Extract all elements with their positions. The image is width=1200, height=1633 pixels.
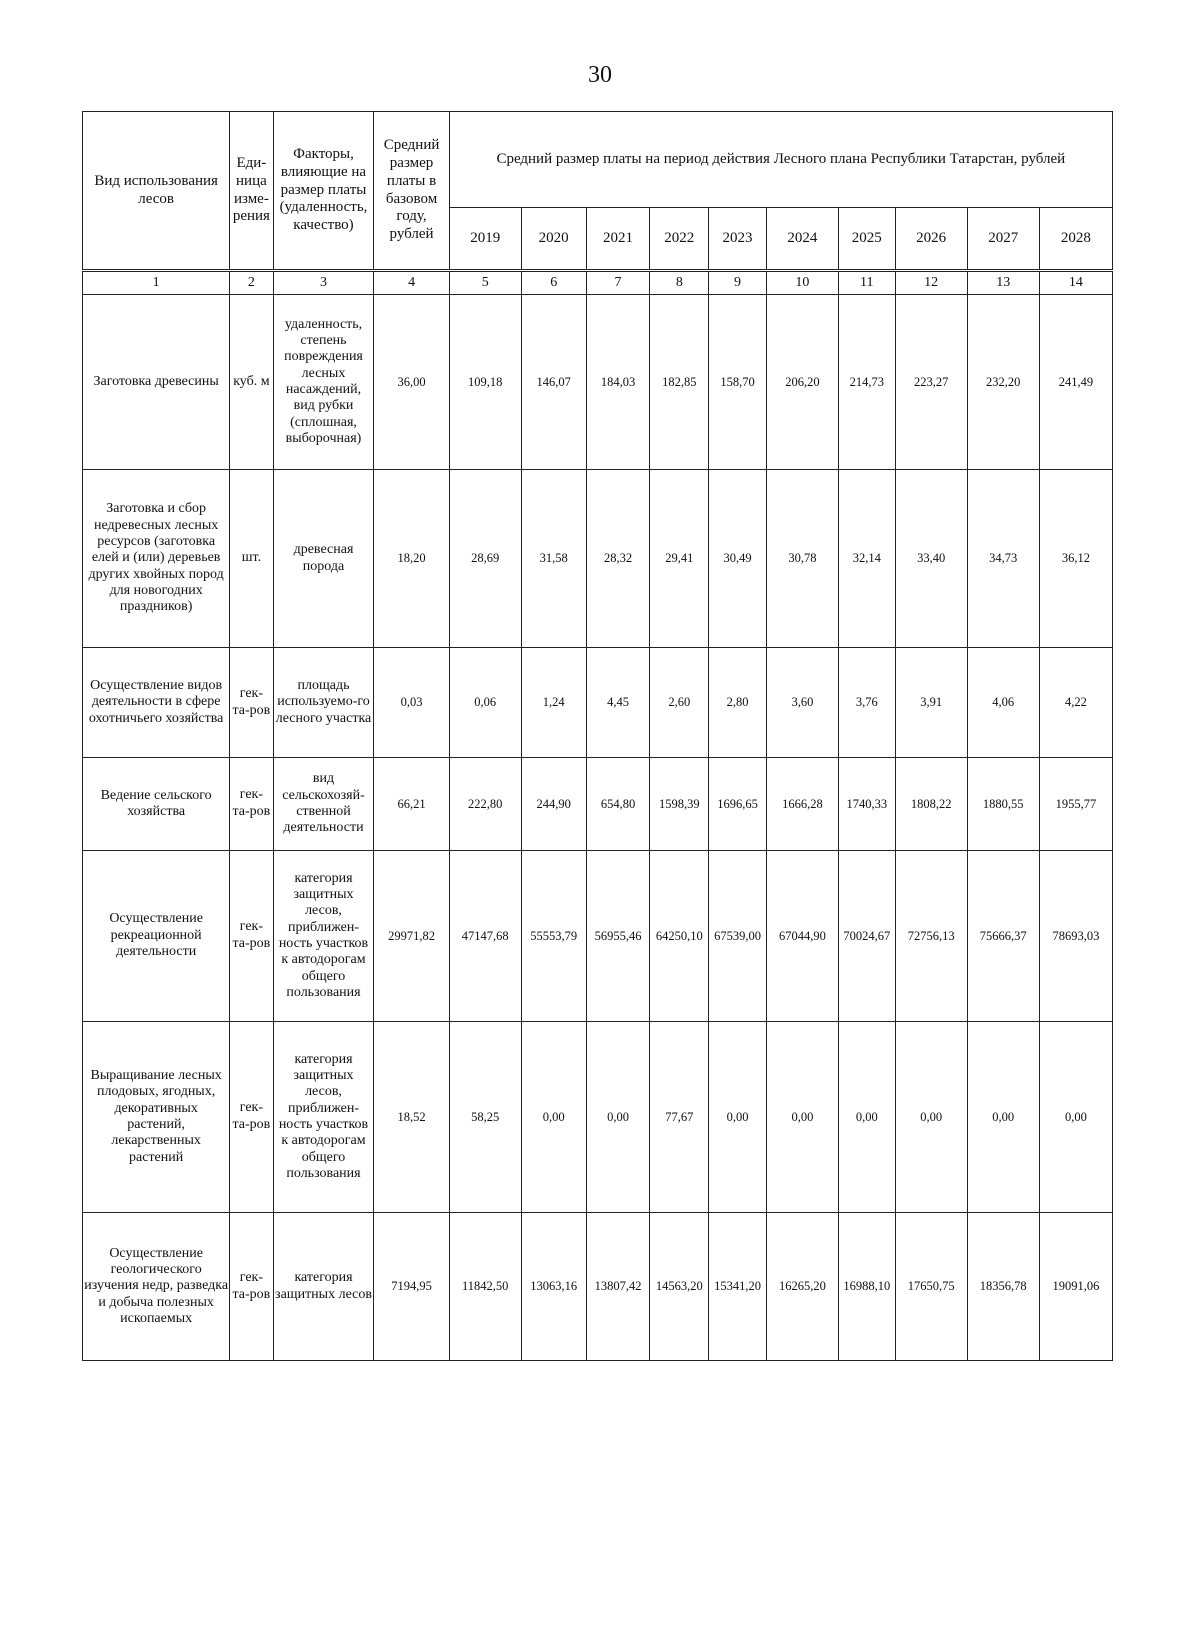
row-factors: категория защитных лесов: [273, 1213, 374, 1361]
row-value: 1740,33: [838, 758, 895, 851]
row-value: 206,20: [766, 295, 838, 470]
table-body: [82, 271, 1113, 1361]
table-row: [83, 648, 1113, 758]
row-value: 67044,90: [766, 851, 838, 1022]
table-row: [83, 295, 1113, 470]
row-value: 1,24: [521, 648, 586, 758]
column-number: 2: [230, 272, 273, 295]
row-factors: древесная порода: [273, 470, 374, 648]
row-value: 1880,55: [967, 758, 1039, 851]
row-value: 78693,03: [1039, 851, 1112, 1022]
row-value: 182,85: [650, 295, 709, 470]
row-value: 0,00: [709, 1022, 767, 1213]
row-value: 33,40: [895, 470, 967, 648]
row-value: 222,80: [449, 758, 521, 851]
column-number: 13: [967, 272, 1039, 295]
row-unit: гек-та-ров: [230, 851, 273, 1022]
row-value: 1598,39: [650, 758, 709, 851]
row-value: 47147,68: [449, 851, 521, 1022]
row-value: 29,41: [650, 470, 709, 648]
row-value: 3,76: [838, 648, 895, 758]
table-header: [82, 111, 1113, 270]
header-year: 2020: [521, 208, 586, 270]
table-row: [83, 1022, 1113, 1213]
row-value: 146,07: [521, 295, 586, 470]
row-use: Ведение сельского хозяйства: [83, 758, 230, 851]
column-number: 9: [709, 272, 767, 295]
row-base-value: 29971,82: [374, 851, 449, 1022]
row-value: 28,69: [449, 470, 521, 648]
column-number: 8: [650, 272, 709, 295]
row-value: 1955,77: [1039, 758, 1112, 851]
row-value: 654,80: [586, 758, 650, 851]
row-value: 36,12: [1039, 470, 1112, 648]
row-value: 28,32: [586, 470, 650, 648]
row-unit: шт.: [230, 470, 273, 648]
row-factors: площадь используемо-го лесного участка: [273, 648, 374, 758]
row-base-value: 18,20: [374, 470, 449, 648]
row-value: 109,18: [449, 295, 521, 470]
page-number: 30: [588, 62, 612, 88]
row-base-value: 7194,95: [374, 1213, 449, 1361]
row-base-value: 0,03: [374, 648, 449, 758]
row-value: 13063,16: [521, 1213, 586, 1361]
row-unit: куб. м: [230, 295, 273, 470]
row-factors: категория защитных лесов, приближен-ность участков к автодорогам общего пользования: [273, 851, 374, 1022]
row-value: 4,06: [967, 648, 1039, 758]
row-factors: удаленность, степень повреждения лесных насаждений, вид рубки (сплошная, выборочная): [273, 295, 374, 470]
row-use: Осуществление рекреационной деятельности: [83, 851, 230, 1022]
table-row: [83, 758, 1113, 851]
row-value: 1666,28: [766, 758, 838, 851]
row-base-value: 18,52: [374, 1022, 449, 1213]
header-year: 2024: [766, 208, 838, 270]
row-value: 16988,10: [838, 1213, 895, 1361]
header-period: Средний размер платы на период действия Лесного плана Республики Татарстан, рублей: [449, 112, 1112, 208]
row-base-value: 36,00: [374, 295, 449, 470]
row-value: 17650,75: [895, 1213, 967, 1361]
column-number: 12: [895, 272, 967, 295]
column-number: 14: [1039, 272, 1112, 295]
row-value: 75666,37: [967, 851, 1039, 1022]
row-base-value: 66,21: [374, 758, 449, 851]
row-value: 3,91: [895, 648, 967, 758]
row-value: 1808,22: [895, 758, 967, 851]
row-value: 14563,20: [650, 1213, 709, 1361]
row-value: 214,73: [838, 295, 895, 470]
row-value: 158,70: [709, 295, 767, 470]
row-value: 0,00: [766, 1022, 838, 1213]
column-number: 4: [374, 272, 449, 295]
table-row: [83, 1213, 1113, 1361]
row-value: 184,03: [586, 295, 650, 470]
header-year: 2028: [1039, 208, 1112, 270]
column-number: 10: [766, 272, 838, 295]
row-use: Осуществление геологического изучения недр, разведка и добыча полезных ископаемых: [83, 1213, 230, 1361]
column-number: 6: [521, 272, 586, 295]
row-value: 72756,13: [895, 851, 967, 1022]
row-value: 70024,67: [838, 851, 895, 1022]
row-value: 77,67: [650, 1022, 709, 1213]
header-year: 2021: [586, 208, 650, 270]
header-year: 2023: [709, 208, 767, 270]
header-year: 2026: [895, 208, 967, 270]
column-number: 3: [273, 272, 374, 295]
header-year: 2027: [967, 208, 1039, 270]
row-value: 19091,06: [1039, 1213, 1112, 1361]
row-value: 0,00: [586, 1022, 650, 1213]
row-value: 11842,50: [449, 1213, 521, 1361]
row-factors: категория защитных лесов, приближен-ность участков к автодорогам общего пользования: [273, 1022, 374, 1213]
row-value: 56955,46: [586, 851, 650, 1022]
row-value: 4,22: [1039, 648, 1112, 758]
column-number-row: [83, 272, 1113, 295]
row-value: 67539,00: [709, 851, 767, 1022]
row-value: 2,80: [709, 648, 767, 758]
row-value: 64250,10: [650, 851, 709, 1022]
row-value: 223,27: [895, 295, 967, 470]
row-value: 16265,20: [766, 1213, 838, 1361]
row-value: 232,20: [967, 295, 1039, 470]
row-value: 15341,20: [709, 1213, 767, 1361]
row-unit: гек-та-ров: [230, 1022, 273, 1213]
header-factors: Факторы, влияющие на размер платы (удаленность, качество): [273, 112, 374, 270]
header-base: Средний размер платы в базовом году, рублей: [374, 112, 449, 270]
row-value: 34,73: [967, 470, 1039, 648]
row-value: 0,06: [449, 648, 521, 758]
row-unit: гек-та-ров: [230, 648, 273, 758]
header-unit: Еди-ница изме-рения: [230, 112, 273, 270]
row-factors: вид сельскохозяй-ственной деятельности: [273, 758, 374, 851]
row-use: Осуществление видов деятельности в сфере охотничьего хозяйства: [83, 648, 230, 758]
row-use: Выращивание лесных плодовых, ягодных, декоративных растений, лекарственных растений: [83, 1022, 230, 1213]
row-value: 13807,42: [586, 1213, 650, 1361]
row-value: 30,78: [766, 470, 838, 648]
row-use: Заготовка древесины: [83, 295, 230, 470]
header-year: 2025: [838, 208, 895, 270]
row-value: 0,00: [1039, 1022, 1112, 1213]
column-number: 5: [449, 272, 521, 295]
row-use: Заготовка и сбор недревесных лесных ресурсов (заготовка елей и (или) деревьев других хвойных пород для новогодних праздников): [83, 470, 230, 648]
row-value: 0,00: [895, 1022, 967, 1213]
row-value: 31,58: [521, 470, 586, 648]
row-value: 2,60: [650, 648, 709, 758]
row-value: 0,00: [967, 1022, 1039, 1213]
row-value: 32,14: [838, 470, 895, 648]
column-number: 7: [586, 272, 650, 295]
row-value: 18356,78: [967, 1213, 1039, 1361]
row-unit: гек-та-ров: [230, 758, 273, 851]
row-value: 30,49: [709, 470, 767, 648]
row-value: 244,90: [521, 758, 586, 851]
row-value: 4,45: [586, 648, 650, 758]
row-value: 58,25: [449, 1022, 521, 1213]
row-value: 55553,79: [521, 851, 586, 1022]
header-year: 2022: [650, 208, 709, 270]
row-value: 3,60: [766, 648, 838, 758]
column-number: 1: [83, 272, 230, 295]
header-year: 2019: [449, 208, 521, 270]
table-row: [83, 470, 1113, 648]
row-value: 1696,65: [709, 758, 767, 851]
row-value: 0,00: [521, 1022, 586, 1213]
row-unit: гек-та-ров: [230, 1213, 273, 1361]
column-number: 11: [838, 272, 895, 295]
table-row: [83, 851, 1113, 1022]
header-use: Вид использования лесов: [83, 112, 230, 270]
row-value: 241,49: [1039, 295, 1112, 470]
row-value: 0,00: [838, 1022, 895, 1213]
